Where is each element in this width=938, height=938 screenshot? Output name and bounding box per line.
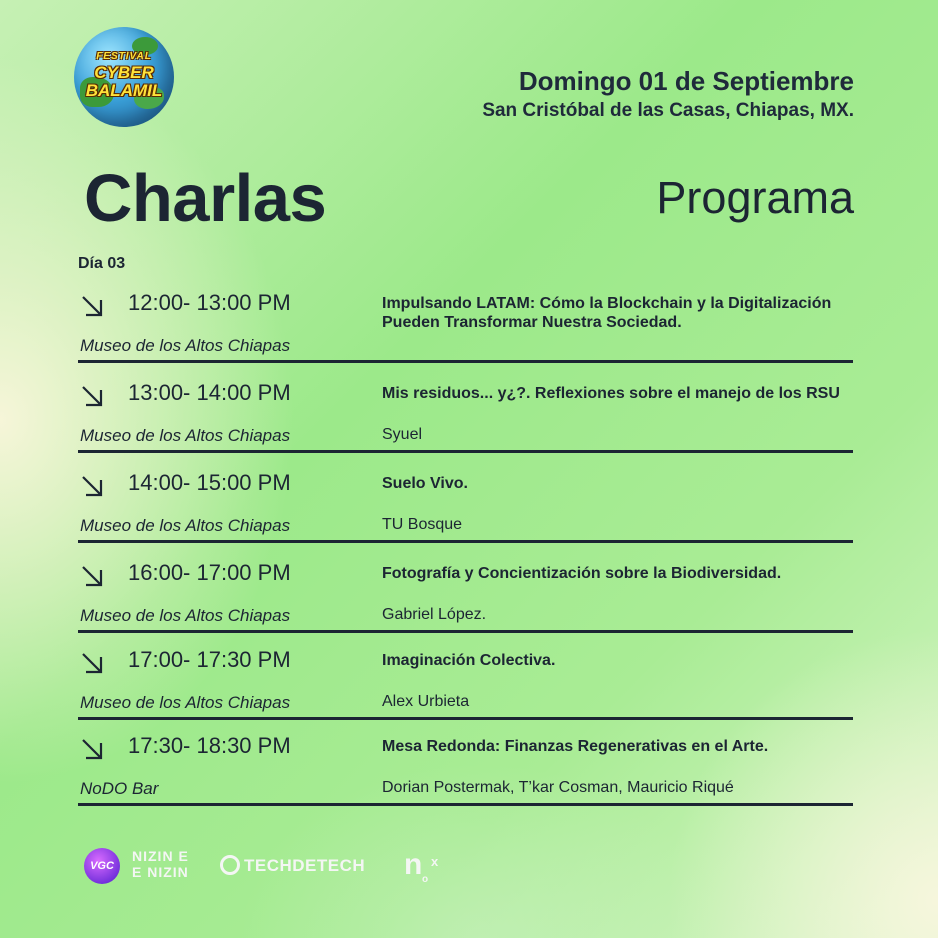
event-date: Domingo 01 de Septiembre — [518, 66, 854, 96]
nox-logo-n: n — [404, 848, 423, 881]
techdetech-label: TECHDETECH — [244, 856, 366, 875]
arrow-down-right-icon — [80, 737, 104, 761]
schedule-time: 14:00- 15:00 PM — [128, 470, 291, 495]
row-divider — [78, 540, 853, 543]
logo-line-2: CYBER — [94, 63, 154, 82]
schedule-time: 13:00- 14:00 PM — [128, 380, 291, 405]
festival-logo — [74, 27, 174, 127]
speaker-name: TU Bosque — [382, 516, 463, 533]
schedule-time: 17:30- 18:30 PM — [128, 733, 291, 758]
speaker-name: Gabriel López. — [382, 606, 487, 623]
magnifier-icon — [220, 855, 240, 875]
schedule-row — [78, 468, 853, 558]
arrow-down-right-icon — [80, 651, 104, 675]
vgc-logo: VGC — [84, 848, 120, 884]
row-divider — [78, 717, 853, 720]
schedule-venue: Museo de los Altos Chiapas — [80, 426, 291, 445]
arrow-down-right-icon — [80, 474, 104, 498]
row-divider — [78, 803, 853, 806]
talk-title: Fotografía y Concientización sobre la Biodiversidad. — [382, 565, 782, 582]
nizin-logo-top: NIZIN E — [132, 848, 189, 864]
nox-logo-o: o — [422, 874, 429, 885]
page-subtitle: Programa — [656, 172, 854, 223]
arrow-down-right-icon — [80, 564, 104, 588]
talk-title: Suelo Vivo. — [382, 475, 468, 492]
nizin-logo — [132, 848, 189, 880]
logo-line-3: BALAMIL — [85, 81, 163, 100]
arrow-down-right-icon — [80, 294, 104, 318]
schedule-venue: Museo de los Altos Chiapas — [80, 336, 291, 355]
nizin-logo-bottom: E NIZIN — [132, 864, 189, 880]
schedule-venue: Museo de los Altos Chiapas — [80, 516, 291, 535]
day-label: Día 03 — [78, 255, 126, 272]
schedule-row — [78, 378, 853, 468]
sponsor-logos — [84, 844, 484, 884]
schedule-venue: NoDO Bar — [80, 779, 159, 798]
speaker-name: Dorian Postermak, T’kar Cosman, Mauricio Riqué — [382, 779, 734, 796]
schedule-time: 17:00- 17:30 PM — [128, 647, 291, 672]
schedule-time: 12:00- 13:00 PM — [128, 290, 291, 315]
nox-logo — [404, 848, 439, 885]
schedule-row — [78, 645, 853, 735]
talk-title: Mis residuos... y¿?. Reflexiones sobre el manejo de los RSU — [382, 385, 840, 402]
schedule-venue: Museo de los Altos Chiapas — [80, 693, 291, 712]
talk-title: Impulsando LATAM: Cómo la Blockchain y la Digitalización Pueden Transformar Nuestra Sociedad. — [382, 295, 832, 331]
event-place: San Cristóbal de las Casas, Chiapas, MX. — [482, 100, 854, 121]
row-divider — [78, 630, 853, 633]
schedule-row — [78, 731, 853, 821]
logo-line-1: FESTIVAL — [96, 51, 152, 62]
schedule-time: 16:00- 17:00 PM — [128, 560, 291, 585]
talk-title: Imaginación Colectiva. — [382, 652, 556, 669]
schedule-venue: Museo de los Altos Chiapas — [80, 606, 291, 625]
arrow-down-right-icon — [80, 384, 104, 408]
row-divider — [78, 360, 853, 363]
nox-logo-x: x — [431, 854, 439, 869]
row-divider — [78, 450, 853, 453]
speaker-name: Syuel — [382, 426, 423, 443]
talk-title: Mesa Redonda: Finanzas Regenerativas en el Arte. — [382, 738, 769, 755]
schedule-row — [78, 288, 853, 378]
schedule-row — [78, 558, 853, 648]
speaker-name: Alex Urbieta — [382, 693, 470, 710]
techdetech-logo — [220, 856, 365, 877]
page-title: Charlas — [84, 161, 327, 236]
